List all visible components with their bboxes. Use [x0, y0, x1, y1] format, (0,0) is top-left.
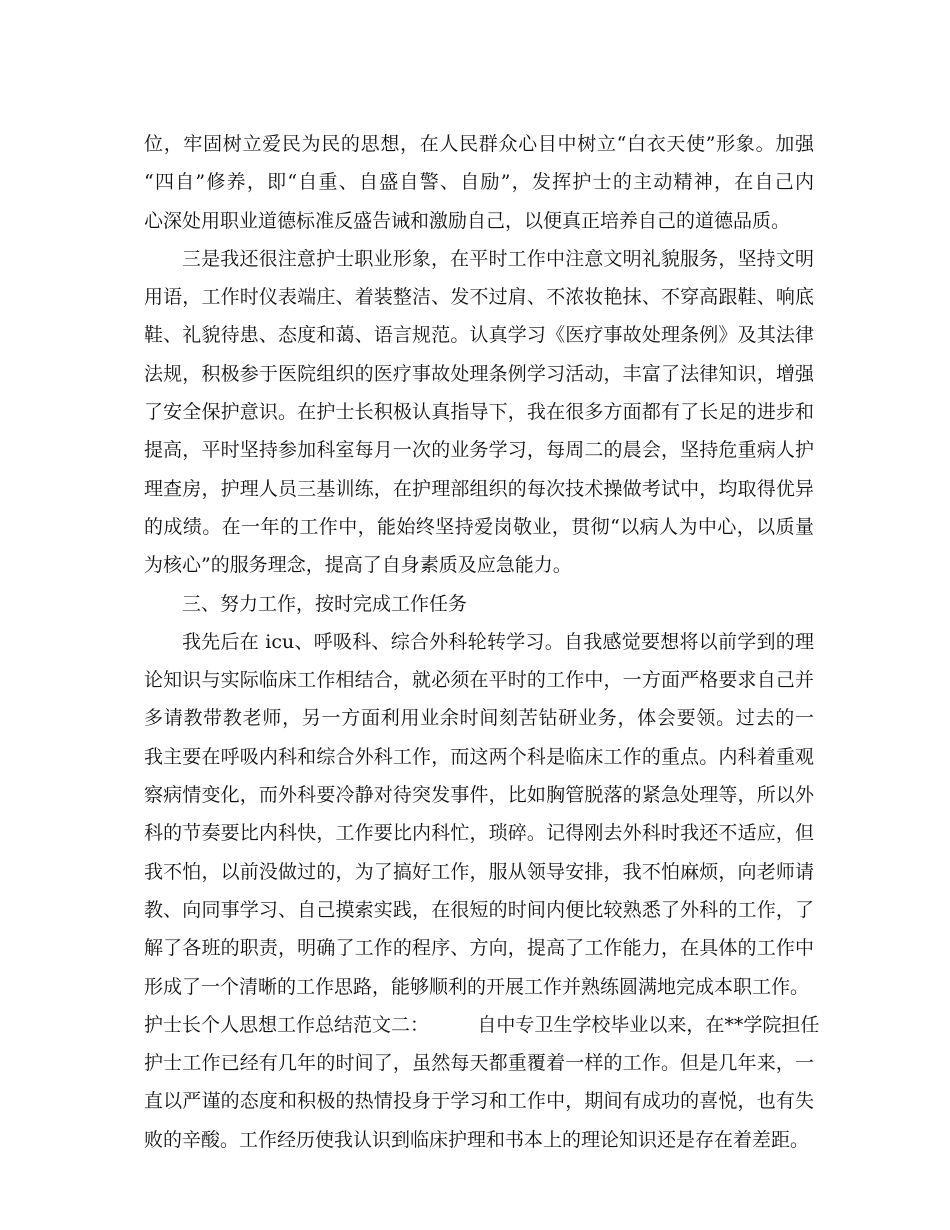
text-line: 多请教带教老师，另一方面利用业余时间刻苦钻研业务，体会要领。过去的一	[144, 707, 814, 730]
text-line: 形成了一个清晰的工作思路，能够顺利的开展工作并熟练圆满地完成本职工作。	[144, 975, 810, 998]
text-line: 我先后在 icu、呼吸科、综合外科轮转学习。自我感觉要想将以前学到的理	[182, 630, 814, 653]
text-line: 位，牢固树立爱民为民的思想，在人民群众心目中树立“白衣天使”形象。加强	[144, 133, 814, 155]
text-line: 我主要在呼吸内科和综合外科工作，而这两个科是临床工作的重点。内科着重观	[144, 745, 814, 768]
text-line: 败的辛酸。工作经历使我认识到临床护理和书本上的理论知识还是存在着差距。	[144, 1128, 810, 1151]
text-line: 三、努力工作，按时完成工作任务	[182, 592, 468, 615]
text-line: 鞋、礼貌待患、态度和蔼、语言规范。认真学习《医疗事故处理条例》及其法律	[144, 324, 814, 347]
text-line: 的成绩。在一年的工作中，能始终坚持爱岗敬业，贯彻“以病人为中心，以质量	[144, 515, 814, 538]
text-line: 护士工作已经有几年的时间了，虽然每天都重覆着一样的工作。但是几年来，一	[144, 1052, 814, 1075]
text-line: 护士长个人思想工作总结范文二： 自中专卫生学校毕业以来，在**学院担任	[144, 1013, 820, 1036]
text-line: 三是我还很注意护士职业形象，在平时工作中注意文明礼貌服务，坚持文明	[182, 247, 814, 270]
text-line: “四自”修养，即“自重、自盛自警、自励”，发挥护士的主动精神，在自己内	[144, 171, 814, 194]
text-line: 科的节奏要比内科快，工作要比内科忙，琐碎。记得刚去外科时我还不适应，但	[144, 822, 814, 845]
text-line: 论知识与实际临床工作相结合，就必须在平时的工作中，一方面严格要求自己并	[144, 669, 814, 692]
document-body	[144, 125, 820, 1159]
text-line: 提高，平时坚持参加科室每月一次的业务学习，每周二的晨会，坚持危重病人护	[144, 439, 814, 462]
text-line: 用语，工作时仪表端庄、着装整洁、发不过肩、不浓妆艳抹、不穿高跟鞋、响底	[144, 286, 814, 309]
text-line: 理查房，护理人员三基训练，在护理部组织的每次技术操做考试中，均取得优异	[144, 477, 814, 500]
text-line: 心深处用职业道德标准反盛告诫和激励自己，以便真正培养自己的道德品质。	[144, 209, 791, 232]
text-line: 法规，积极参于医院组织的医疗事故处理条例学习活动，丰富了法律知识，增强	[144, 362, 814, 385]
text-line: 解了各班的职责，明确了工作的程序、方向，提高了工作能力，在具体的工作中	[144, 937, 814, 960]
text-line: 我不怕，以前没做过的，为了搞好工作，服从领导安排，我不怕麻烦，向老师请	[144, 860, 814, 883]
text-line: 教、向同事学习、自己摸索实践，在很短的时间内便比较熟悉了外科的工作，了	[144, 898, 814, 921]
text-line: 直以严谨的态度和积极的热情投身于学习和工作中，期间有成功的喜悦，也有失	[144, 1090, 814, 1113]
text-line: 了安全保护意识。在护士长积极认真指导下，我在很多方面都有了长足的进步和	[144, 401, 814, 424]
text-line: 察病情变化，而外科要冷静对待突发事件，比如胸管脱落的紧急处理等，所以外	[144, 784, 814, 807]
text-line: 为核心”的服务理念，提高了自身素质及应急能力。	[144, 554, 572, 577]
